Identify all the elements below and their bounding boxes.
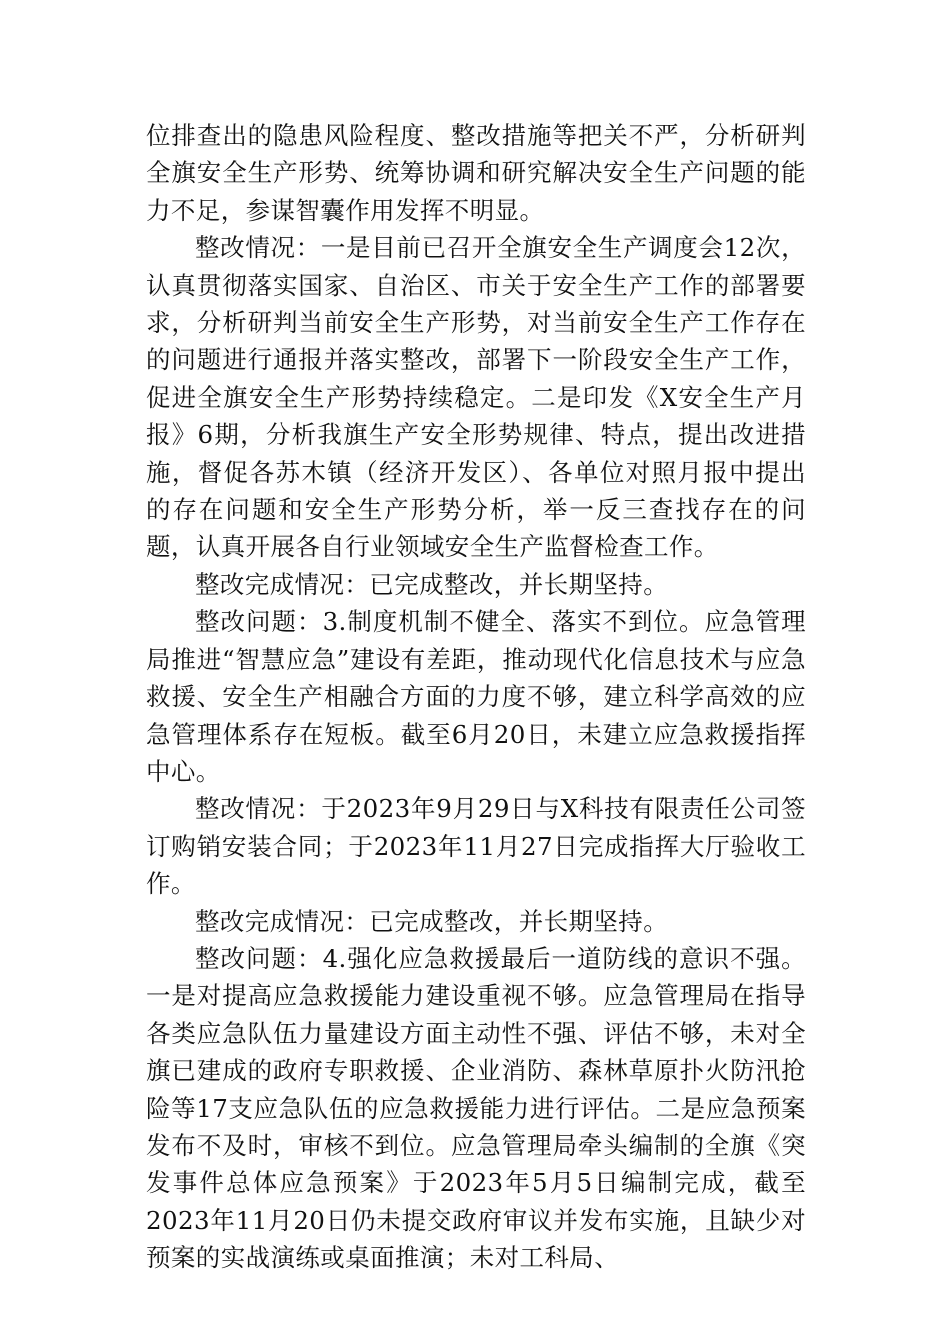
paragraph-completion-status-3: 整改完成情况：已完成整改，并长期坚持。 bbox=[195, 906, 669, 936]
paragraph-rectification-status-3: 整改情况：于2023年9月29日与X科技有限责任公司签订购销安装合同；于2023年11月27日完成指挥大厅验收工作。 bbox=[146, 794, 806, 899]
paragraph-rectification-status-2: 整改情况：一是目前已召开全旗安全生产调度会12次，认真贯彻落实国家、自治区、市关于安全生产工作的部署要求，分析研判当前安全生产形势，对当前安全生产工作存在的问题进行通报并落实整改，部署下一阶段安全生产工作，促进全旗安全生产形势持续稳定。二是印发《X安全生产月报》6期，分析我旗生产安全形势规律、特点，提出改进措施，督促各苏木镇（经济开发区）、各单位对照月报中提出的存在问题和安全生产形势分析，举一反三查找存在的问题，认真开展各自行业领域安全生产监督检查工作。 bbox=[146, 233, 806, 562]
paragraph-issue-3: 整改问题：3.制度机制不健全、落实不到位。应急管理局推进“智慧应急”建设有差距，推动现代化信息技术与应急救援、安全生产相融合方面的力度不够，建立科学高效的应急管理体系存在短板。截至6月20日，未建立应急救援指挥中心。 bbox=[146, 607, 806, 786]
paragraph-continuation: 位排查出的隐患风险程度、整改措施等把关不严，分析研判全旗安全生产形势、统筹协调和研究解决安全生产问题的能力不足，参谋智囊作用发挥不明显。 bbox=[146, 121, 806, 225]
document-body bbox=[146, 117, 806, 1277]
paragraph-issue-4: 整改问题：4.强化应急救援最后一道防线的意识不强。一是对提高应急救援能力建设重视不够。应急管理局在指导各类应急队伍力量建设方面主动性不强、评估不够，未对全旗已建成的政府专职救援、企业消防、森林草原扑火防汛抢险等17支应急队伍的应急救援能力进行评估。二是应急预案发布不及时，审核不到位。应急管理局牵头编制的全旗《突发事件总体应急预案》于2023年5月5日编制完成，截至2023年11月20日仍未提交政府审议并发布实施，且缺少对预案的实战演练或桌面推演；未对工科局、 bbox=[146, 943, 806, 1273]
paragraph-completion-status-2: 整改完成情况：已完成整改，并长期坚持。 bbox=[195, 569, 669, 599]
